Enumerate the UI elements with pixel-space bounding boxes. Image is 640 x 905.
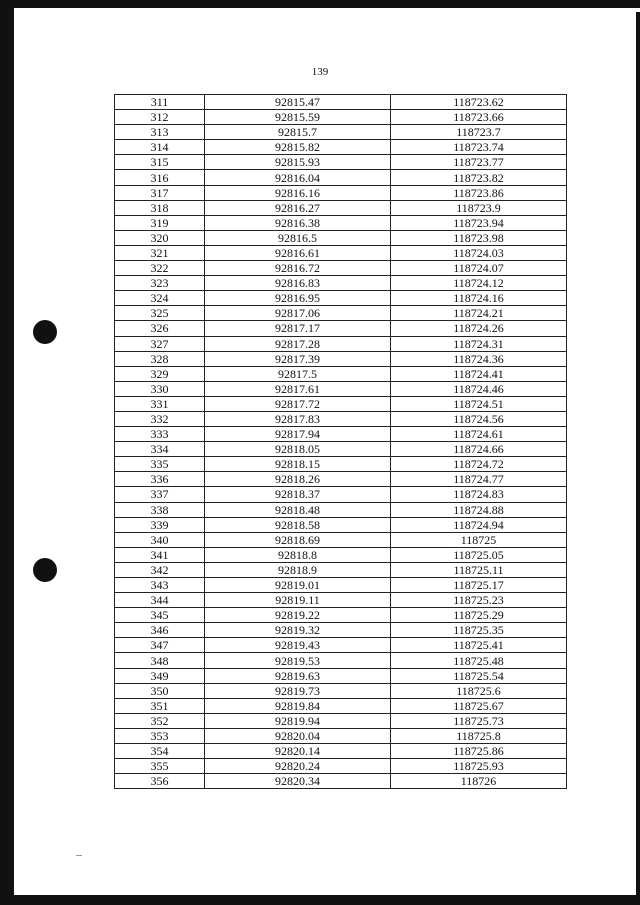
easting-cell: 92818.58 — [205, 517, 391, 532]
easting-cell: 92816.27 — [205, 200, 391, 215]
point-number-cell: 320 — [115, 230, 205, 245]
table-row — [115, 487, 567, 502]
northing-cell: 118724.56 — [391, 411, 567, 426]
northing-cell: 118724.36 — [391, 351, 567, 366]
northing-cell: 118724.21 — [391, 306, 567, 321]
point-number-cell: 325 — [115, 306, 205, 321]
northing-cell: 118725.11 — [391, 562, 567, 577]
point-number-cell: 346 — [115, 623, 205, 638]
table-row — [115, 713, 567, 728]
point-number-cell: 323 — [115, 276, 205, 291]
point-number-cell: 312 — [115, 110, 205, 125]
table-row — [115, 517, 567, 532]
northing-cell: 118723.82 — [391, 170, 567, 185]
easting-cell: 92819.32 — [205, 623, 391, 638]
easting-cell: 92815.59 — [205, 110, 391, 125]
point-number-cell: 327 — [115, 336, 205, 351]
point-number-cell: 315 — [115, 155, 205, 170]
table-row — [115, 472, 567, 487]
table-row — [115, 306, 567, 321]
northing-cell: 118724.31 — [391, 336, 567, 351]
northing-cell: 118723.98 — [391, 230, 567, 245]
easting-cell: 92815.47 — [205, 95, 391, 110]
easting-cell: 92818.05 — [205, 442, 391, 457]
point-number-cell: 318 — [115, 200, 205, 215]
easting-cell: 92819.63 — [205, 668, 391, 683]
point-number-cell: 314 — [115, 140, 205, 155]
scan-border-left — [0, 0, 14, 905]
point-number-cell: 319 — [115, 215, 205, 230]
scan-speck — [76, 855, 82, 856]
easting-cell: 92817.5 — [205, 366, 391, 381]
easting-cell: 92816.16 — [205, 185, 391, 200]
table-row — [115, 683, 567, 698]
easting-cell: 92819.73 — [205, 683, 391, 698]
table-row — [115, 593, 567, 608]
northing-cell: 118725.93 — [391, 759, 567, 774]
easting-cell: 92819.01 — [205, 578, 391, 593]
table-row — [115, 200, 567, 215]
easting-cell: 92817.94 — [205, 427, 391, 442]
point-number-cell: 351 — [115, 698, 205, 713]
table-row — [115, 744, 567, 759]
northing-cell: 118723.66 — [391, 110, 567, 125]
table-row — [115, 351, 567, 366]
table-row — [115, 215, 567, 230]
northing-cell: 118725.67 — [391, 698, 567, 713]
easting-cell: 92819.22 — [205, 608, 391, 623]
point-number-cell: 355 — [115, 759, 205, 774]
table-row — [115, 155, 567, 170]
easting-cell: 92816.72 — [205, 261, 391, 276]
northing-cell: 118725.05 — [391, 547, 567, 562]
point-number-cell: 342 — [115, 562, 205, 577]
easting-cell: 92820.34 — [205, 774, 391, 789]
easting-cell: 92819.43 — [205, 638, 391, 653]
table-row — [115, 608, 567, 623]
table-row — [115, 110, 567, 125]
point-number-cell: 326 — [115, 321, 205, 336]
easting-cell: 92815.7 — [205, 125, 391, 140]
point-number-cell: 332 — [115, 411, 205, 426]
point-number-cell: 337 — [115, 487, 205, 502]
table-row — [115, 230, 567, 245]
table-row — [115, 185, 567, 200]
northing-cell: 118724.61 — [391, 427, 567, 442]
table-row — [115, 170, 567, 185]
easting-cell: 92816.61 — [205, 245, 391, 260]
table-row — [115, 698, 567, 713]
scan-border-bottom — [0, 895, 640, 905]
easting-cell: 92816.38 — [205, 215, 391, 230]
northing-cell: 118724.26 — [391, 321, 567, 336]
easting-cell: 92818.15 — [205, 457, 391, 472]
table-row — [115, 276, 567, 291]
scan-border-right — [636, 12, 640, 905]
table-row — [115, 291, 567, 306]
table-row — [115, 759, 567, 774]
northing-cell: 118724.16 — [391, 291, 567, 306]
northing-cell: 118724.83 — [391, 487, 567, 502]
point-number-cell: 356 — [115, 774, 205, 789]
point-number-cell: 331 — [115, 396, 205, 411]
easting-cell: 92817.83 — [205, 411, 391, 426]
northing-cell: 118724.77 — [391, 472, 567, 487]
point-number-cell: 352 — [115, 713, 205, 728]
table-row — [115, 502, 567, 517]
northing-cell: 118725.17 — [391, 578, 567, 593]
scan-border-top — [0, 0, 640, 8]
easting-cell: 92818.48 — [205, 502, 391, 517]
point-number-cell: 349 — [115, 668, 205, 683]
easting-cell: 92819.94 — [205, 713, 391, 728]
easting-cell: 92820.04 — [205, 728, 391, 743]
northing-cell: 118725.48 — [391, 653, 567, 668]
easting-cell: 92819.53 — [205, 653, 391, 668]
table-row — [115, 381, 567, 396]
northing-cell: 118725.23 — [391, 593, 567, 608]
northing-cell: 118725.6 — [391, 683, 567, 698]
table-row — [115, 653, 567, 668]
northing-cell: 118725.29 — [391, 608, 567, 623]
point-number-cell: 334 — [115, 442, 205, 457]
point-number-cell: 345 — [115, 608, 205, 623]
northing-cell: 118725.35 — [391, 623, 567, 638]
table-row — [115, 774, 567, 789]
table-row — [115, 125, 567, 140]
table-row — [115, 245, 567, 260]
table-row — [115, 336, 567, 351]
point-number-cell: 316 — [115, 170, 205, 185]
point-number-cell: 330 — [115, 381, 205, 396]
northing-cell: 118724.51 — [391, 396, 567, 411]
point-number-cell: 335 — [115, 457, 205, 472]
northing-cell: 118723.62 — [391, 95, 567, 110]
easting-cell: 92815.82 — [205, 140, 391, 155]
table-row — [115, 532, 567, 547]
point-number-cell: 313 — [115, 125, 205, 140]
point-number-cell: 343 — [115, 578, 205, 593]
point-number-cell: 350 — [115, 683, 205, 698]
punch-hole-icon — [33, 320, 57, 344]
table-row — [115, 140, 567, 155]
northing-cell: 118723.86 — [391, 185, 567, 200]
northing-cell: 118724.41 — [391, 366, 567, 381]
point-number-cell: 328 — [115, 351, 205, 366]
page-number: 139 — [311, 66, 329, 78]
table-row — [115, 442, 567, 457]
northing-cell: 118725.41 — [391, 638, 567, 653]
northing-cell: 118725.86 — [391, 744, 567, 759]
easting-cell: 92816.83 — [205, 276, 391, 291]
table-row — [115, 427, 567, 442]
easting-cell: 92818.69 — [205, 532, 391, 547]
easting-cell: 92817.06 — [205, 306, 391, 321]
table-body — [115, 95, 567, 789]
table-row — [115, 321, 567, 336]
point-number-cell: 322 — [115, 261, 205, 276]
northing-cell: 118725.8 — [391, 728, 567, 743]
point-number-cell: 321 — [115, 245, 205, 260]
northing-cell: 118723.7 — [391, 125, 567, 140]
northing-cell: 118725.54 — [391, 668, 567, 683]
point-number-cell: 317 — [115, 185, 205, 200]
northing-cell: 118724.72 — [391, 457, 567, 472]
northing-cell: 118723.94 — [391, 215, 567, 230]
northing-cell: 118724.88 — [391, 502, 567, 517]
table-row — [115, 728, 567, 743]
point-number-cell: 340 — [115, 532, 205, 547]
northing-cell: 118723.74 — [391, 140, 567, 155]
northing-cell: 118726 — [391, 774, 567, 789]
point-number-cell: 329 — [115, 366, 205, 381]
easting-cell: 92820.24 — [205, 759, 391, 774]
table-row — [115, 411, 567, 426]
table-row — [115, 261, 567, 276]
point-number-cell: 353 — [115, 728, 205, 743]
northing-cell: 118724.66 — [391, 442, 567, 457]
point-number-cell: 341 — [115, 547, 205, 562]
point-number-cell: 347 — [115, 638, 205, 653]
table-row — [115, 547, 567, 562]
easting-cell: 92817.28 — [205, 336, 391, 351]
point-number-cell: 344 — [115, 593, 205, 608]
point-number-cell: 348 — [115, 653, 205, 668]
easting-cell: 92816.04 — [205, 170, 391, 185]
northing-cell: 118725.73 — [391, 713, 567, 728]
point-number-cell: 333 — [115, 427, 205, 442]
point-number-cell: 324 — [115, 291, 205, 306]
northing-cell: 118724.46 — [391, 381, 567, 396]
northing-cell: 118723.9 — [391, 200, 567, 215]
table-row — [115, 623, 567, 638]
punch-hole-icon — [33, 558, 57, 582]
table-row — [115, 366, 567, 381]
easting-cell: 92817.61 — [205, 381, 391, 396]
easting-cell: 92818.37 — [205, 487, 391, 502]
easting-cell: 92818.26 — [205, 472, 391, 487]
table-row — [115, 562, 567, 577]
easting-cell: 92816.95 — [205, 291, 391, 306]
table-row — [115, 638, 567, 653]
northing-cell: 118723.77 — [391, 155, 567, 170]
northing-cell: 118724.12 — [391, 276, 567, 291]
point-number-cell: 339 — [115, 517, 205, 532]
easting-cell: 92816.5 — [205, 230, 391, 245]
point-number-cell: 338 — [115, 502, 205, 517]
easting-cell: 92819.11 — [205, 593, 391, 608]
easting-cell: 92815.93 — [205, 155, 391, 170]
table-row — [115, 95, 567, 110]
point-number-cell: 311 — [115, 95, 205, 110]
northing-cell: 118724.03 — [391, 245, 567, 260]
table-row — [115, 668, 567, 683]
easting-cell: 92820.14 — [205, 744, 391, 759]
northing-cell: 118724.94 — [391, 517, 567, 532]
point-number-cell: 336 — [115, 472, 205, 487]
easting-cell: 92818.8 — [205, 547, 391, 562]
table-row — [115, 396, 567, 411]
easting-cell: 92817.39 — [205, 351, 391, 366]
easting-cell: 92817.17 — [205, 321, 391, 336]
northing-cell: 118725 — [391, 532, 567, 547]
easting-cell: 92818.9 — [205, 562, 391, 577]
northing-cell: 118724.07 — [391, 261, 567, 276]
easting-cell: 92817.72 — [205, 396, 391, 411]
table-row — [115, 578, 567, 593]
table-row — [115, 457, 567, 472]
easting-cell: 92819.84 — [205, 698, 391, 713]
point-number-cell: 354 — [115, 744, 205, 759]
coordinate-table — [114, 94, 567, 789]
